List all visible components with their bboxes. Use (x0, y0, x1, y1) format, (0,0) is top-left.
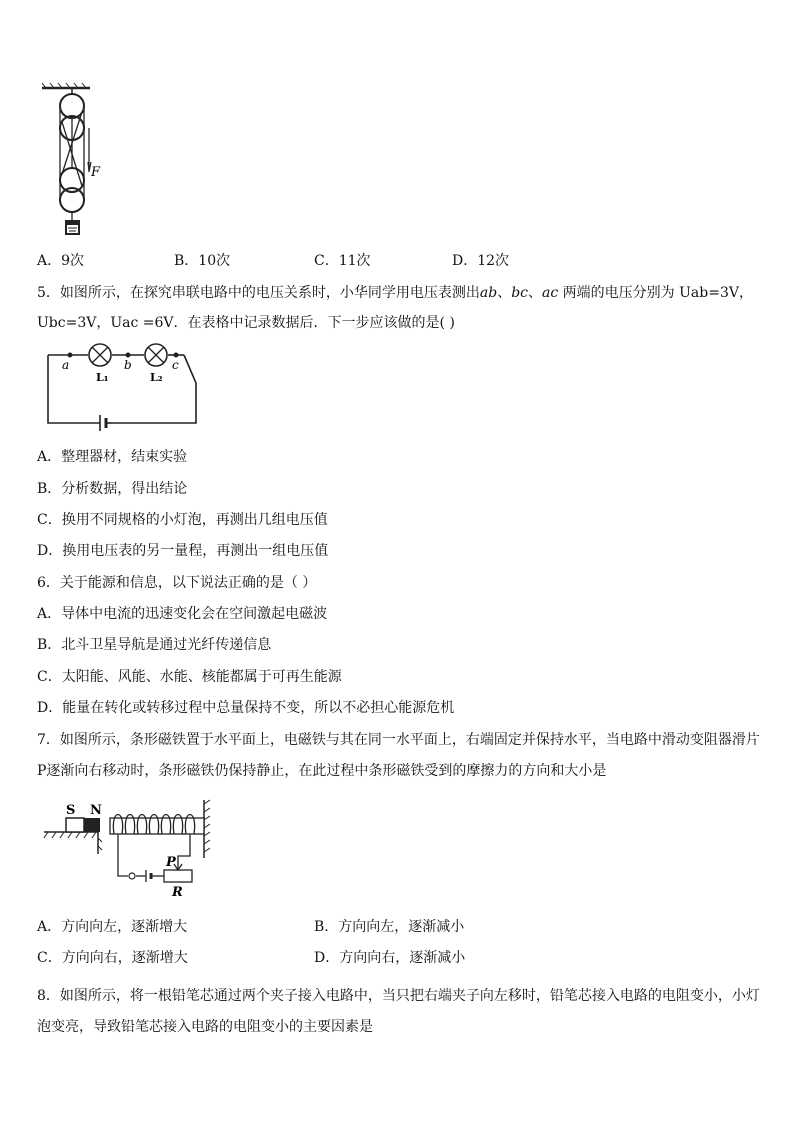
q4-option-a: A．9次 (37, 253, 85, 269)
q4-option-c: C．11次 (314, 253, 371, 269)
q8-stem-line-1: 8．如图所示，将一根铅笔芯通过两个夹子接入电路中，当只把右端夹子向左移时，铅笔芯接入电路的电阻变小，小灯 (37, 988, 760, 1004)
electromagnet-figure (40, 796, 220, 900)
node-b: b (124, 358, 132, 372)
q7-option-a: A．方向向左，逐渐增大 (37, 919, 188, 935)
series-circuit-figure (44, 343, 204, 433)
lamp-l1-label: L₁ (96, 371, 109, 384)
q4-option-d: D．12次 (452, 253, 510, 269)
node-c: c (172, 358, 179, 372)
q5-option-a: A．整理器材，结束实验 (37, 449, 188, 465)
lamp-l2-label: L₂ (150, 371, 163, 384)
q8-stem-line-2: 泡变亮，导致铅笔芯接入电路的电阻变小的主要因素是 (37, 1019, 373, 1035)
q7-stem-line-1: 7．如图所示，条形磁铁置于水平面上，电磁铁与其在同一水平面上，右端固定并保持水平，当电路中滑动变阻器滑片 (37, 732, 760, 748)
q6-option-c: C．太阳能、风能、水能、核能都属于可再生能源 (37, 669, 342, 685)
q4-option-b: B．10次 (174, 253, 231, 269)
node-a: a (62, 358, 70, 372)
pulley-figure (38, 82, 108, 242)
q5-option-c: C．换用不同规格的小灯泡，再测出几组电压值 (37, 512, 328, 528)
pole-n: N (90, 803, 102, 818)
force-label: F (91, 165, 101, 180)
q7-stem-line-2: P逐渐向右移动时，条形磁铁仍保持静止，在此过程中条形磁铁受到的摩擦力的方向和大小是 (37, 763, 607, 779)
q6-option-b: B．北斗卫星导航是通过光纤传递信息 (37, 637, 272, 653)
q5-stem-line-2: Ubc=3V，Uac =6V．在表格中记录数据后．下一步应该做的是( ) (37, 315, 455, 331)
q6-option-d: D．能量在转化或转移过程中总量保持不变，所以不必担心能源危机 (37, 700, 455, 716)
q7-option-c: C．方向向右，逐渐增大 (37, 950, 188, 966)
q6-stem: 6．关于能源和信息，以下说法正确的是（ ） (37, 575, 317, 591)
q5-option-b: B．分析数据，得出结论 (37, 481, 188, 497)
q5-stem-line-1: 5．如图所示，在探究串联电路中的电压关系时，小华同学用电压表测出ab、bc、ac 两端的电压分别为 Uab=3V， (37, 285, 753, 301)
q7-option-d: D．方向向右，逐渐减小 (314, 950, 466, 966)
resistor-r: R (172, 885, 183, 900)
pole-s: S (66, 803, 76, 818)
q7-option-b: B．方向向左，逐渐减小 (314, 919, 465, 935)
q6-option-a: A．导体中电流的迅速变化会在空间激起电磁波 (37, 606, 328, 622)
q5-option-d: D．换用电压表的另一量程，再测出一组电压值 (37, 543, 329, 559)
slider-p: P (166, 855, 176, 870)
